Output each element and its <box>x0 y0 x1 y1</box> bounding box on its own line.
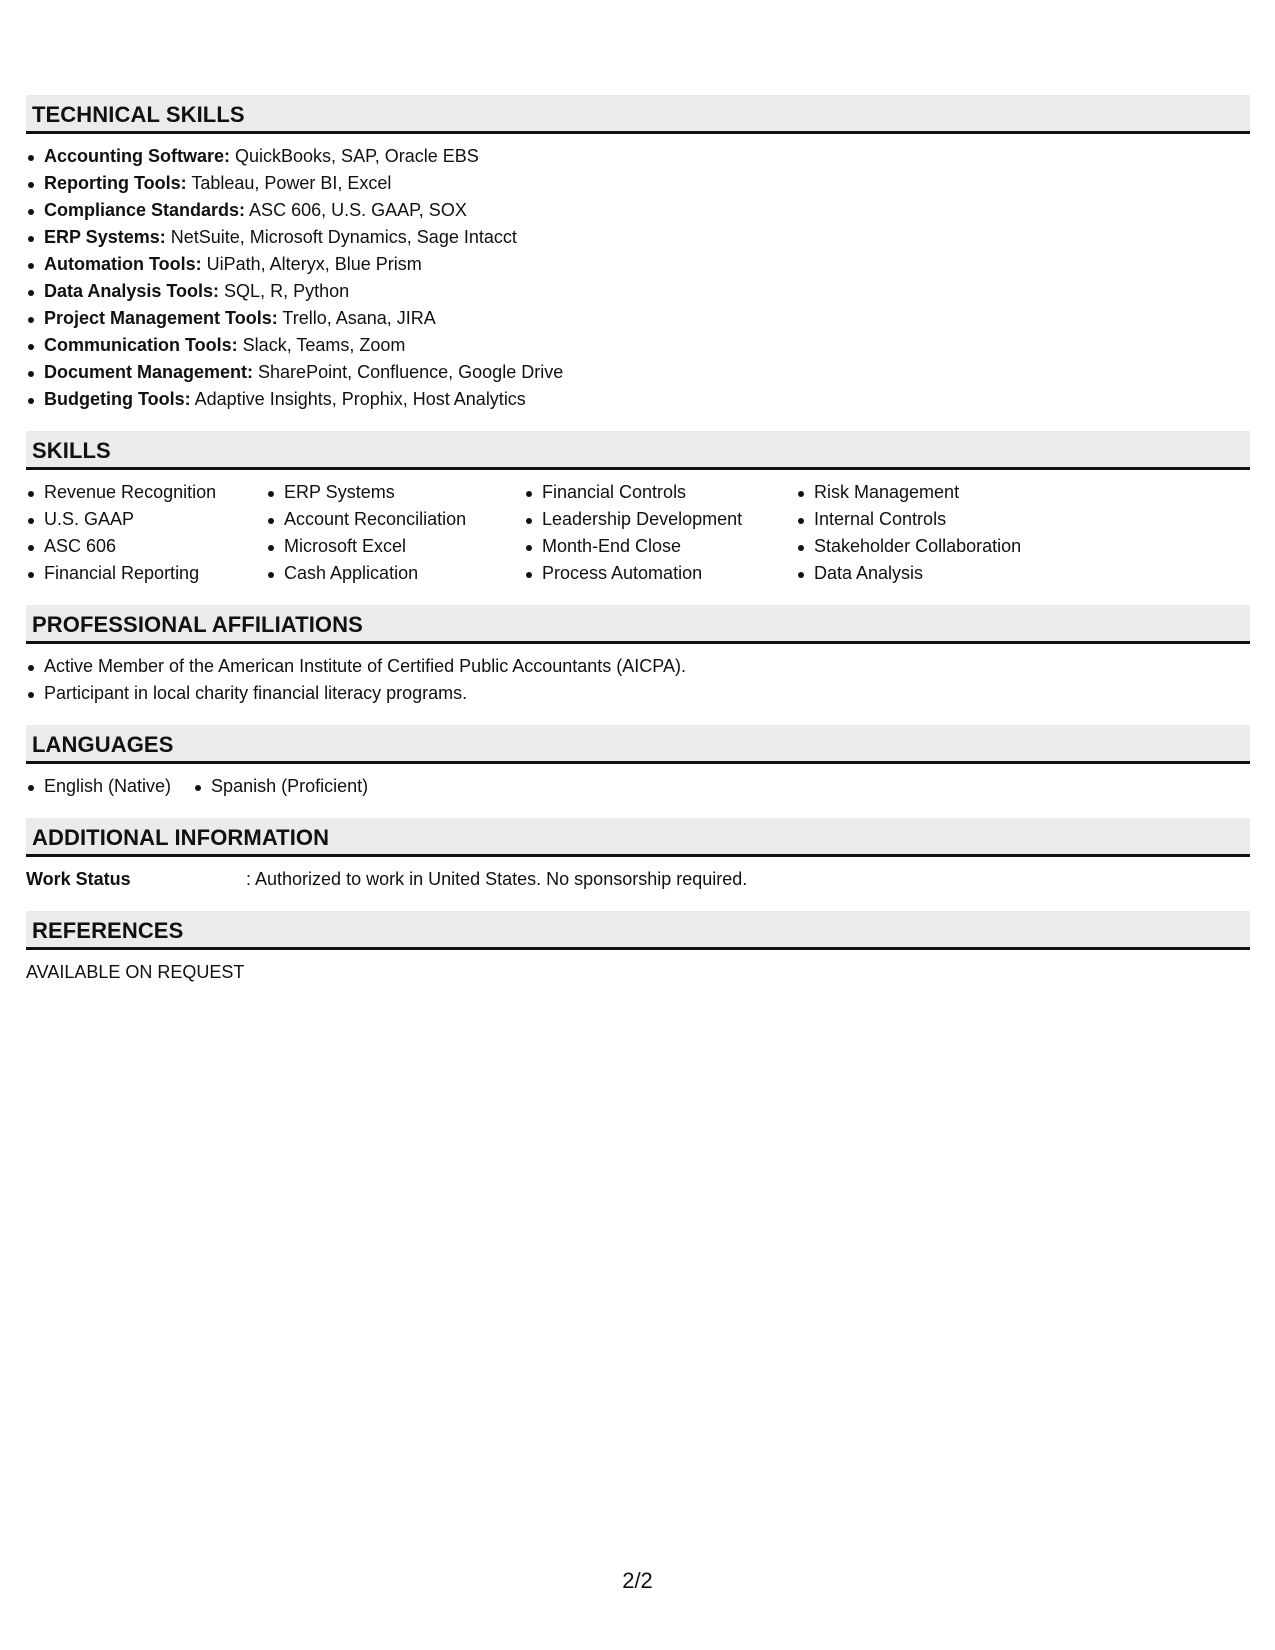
skills-section <box>26 431 1250 587</box>
skill-term: Communication Tools: <box>44 335 238 355</box>
languages-section <box>26 725 1250 800</box>
list-item: Active Member of the American Institute of Certified Public Accountants (AICPA). <box>26 653 1250 680</box>
list-item: Financial Reporting <box>26 560 246 587</box>
list-item <box>26 143 1250 170</box>
list-item: Revenue Recognition <box>26 479 246 506</box>
technical-skills-list <box>26 143 1250 413</box>
skills-column <box>524 479 776 587</box>
skill-value: Tableau, Power BI, Excel <box>186 173 392 193</box>
skill-term: Document Management: <box>44 362 254 382</box>
list-item <box>26 224 1250 251</box>
technical-skills-heading: TECHNICAL SKILLS <box>26 95 1250 134</box>
skill-term: Compliance Standards: <box>44 200 246 220</box>
skill-term: Project Management Tools: <box>44 308 278 328</box>
list-item: Process Automation <box>524 560 776 587</box>
list-item: U.S. GAAP <box>26 506 246 533</box>
skills-column <box>26 479 246 587</box>
skill-value: ASC 606, U.S. GAAP, SOX <box>245 200 467 220</box>
skill-value: SharePoint, Confluence, Google Drive <box>253 362 564 382</box>
work-status-label: Work Status <box>26 869 131 889</box>
references-text: AVAILABLE ON REQUEST <box>26 962 245 982</box>
references-section <box>26 911 1250 986</box>
skill-value: NetSuite, Microsoft Dynamics, Sage Intacct <box>165 227 517 247</box>
skill-term: Automation Tools: <box>44 254 202 274</box>
list-item: Financial Controls <box>524 479 776 506</box>
resume-page <box>26 95 1250 1004</box>
additional-info-section <box>26 818 1250 893</box>
additional-info-heading: ADDITIONAL INFORMATION <box>26 818 1250 857</box>
skills-column <box>266 479 504 587</box>
affiliations-heading: PROFESSIONAL AFFILIATIONS <box>26 605 1250 644</box>
list-item <box>26 332 1250 359</box>
list-item: Data Analysis <box>796 560 1056 587</box>
list-item: Participant in local charity financial literacy programs. <box>26 680 1250 707</box>
skill-value: QuickBooks, SAP, Oracle EBS <box>230 146 479 166</box>
list-item: Spanish (Proficient) <box>193 773 368 800</box>
list-item: Stakeholder Collaboration <box>796 533 1056 560</box>
list-item: ERP Systems <box>266 479 504 506</box>
list-item <box>26 386 1250 413</box>
skill-term: ERP Systems: <box>44 227 166 247</box>
list-item <box>26 197 1250 224</box>
skills-column <box>796 479 1056 587</box>
skill-term: Data Analysis Tools: <box>44 281 220 301</box>
skill-value: Trello, Asana, JIRA <box>277 308 436 328</box>
list-item <box>26 170 1250 197</box>
list-item: ASC 606 <box>26 533 246 560</box>
references-heading: REFERENCES <box>26 911 1250 950</box>
list-item <box>26 305 1250 332</box>
list-item: Microsoft Excel <box>266 533 504 560</box>
skills-heading: SKILLS <box>26 431 1250 470</box>
affiliations-list <box>26 653 1250 707</box>
list-item: Month-End Close <box>524 533 776 560</box>
skill-value: Slack, Teams, Zoom <box>237 335 406 355</box>
languages-heading: LANGUAGES <box>26 725 1250 764</box>
page-number: 2/2 <box>622 1568 653 1593</box>
list-item: Cash Application <box>266 560 504 587</box>
work-status-value: : Authorized to work in United States. No sponsorship required. <box>246 869 748 889</box>
list-item <box>26 251 1250 278</box>
list-item: Internal Controls <box>796 506 1056 533</box>
skill-value: UiPath, Alteryx, Blue Prism <box>201 254 422 274</box>
list-item <box>26 278 1250 305</box>
skill-value: SQL, R, Python <box>219 281 350 301</box>
skill-term: Accounting Software: <box>44 146 231 166</box>
list-item: English (Native) <box>26 773 171 800</box>
skills-grid <box>26 470 1250 587</box>
work-status-row <box>26 866 1250 893</box>
skill-term: Reporting Tools: <box>44 173 187 193</box>
list-item: Account Reconciliation <box>266 506 504 533</box>
list-item: Leadership Development <box>524 506 776 533</box>
list-item <box>26 359 1250 386</box>
skill-value: Adaptive Insights, Prophix, Host Analytics <box>190 389 526 409</box>
skill-term: Budgeting Tools: <box>44 389 191 409</box>
affiliations-section <box>26 605 1250 707</box>
languages-list <box>26 773 1250 800</box>
technical-skills-section <box>26 95 1250 413</box>
list-item: Risk Management <box>796 479 1056 506</box>
